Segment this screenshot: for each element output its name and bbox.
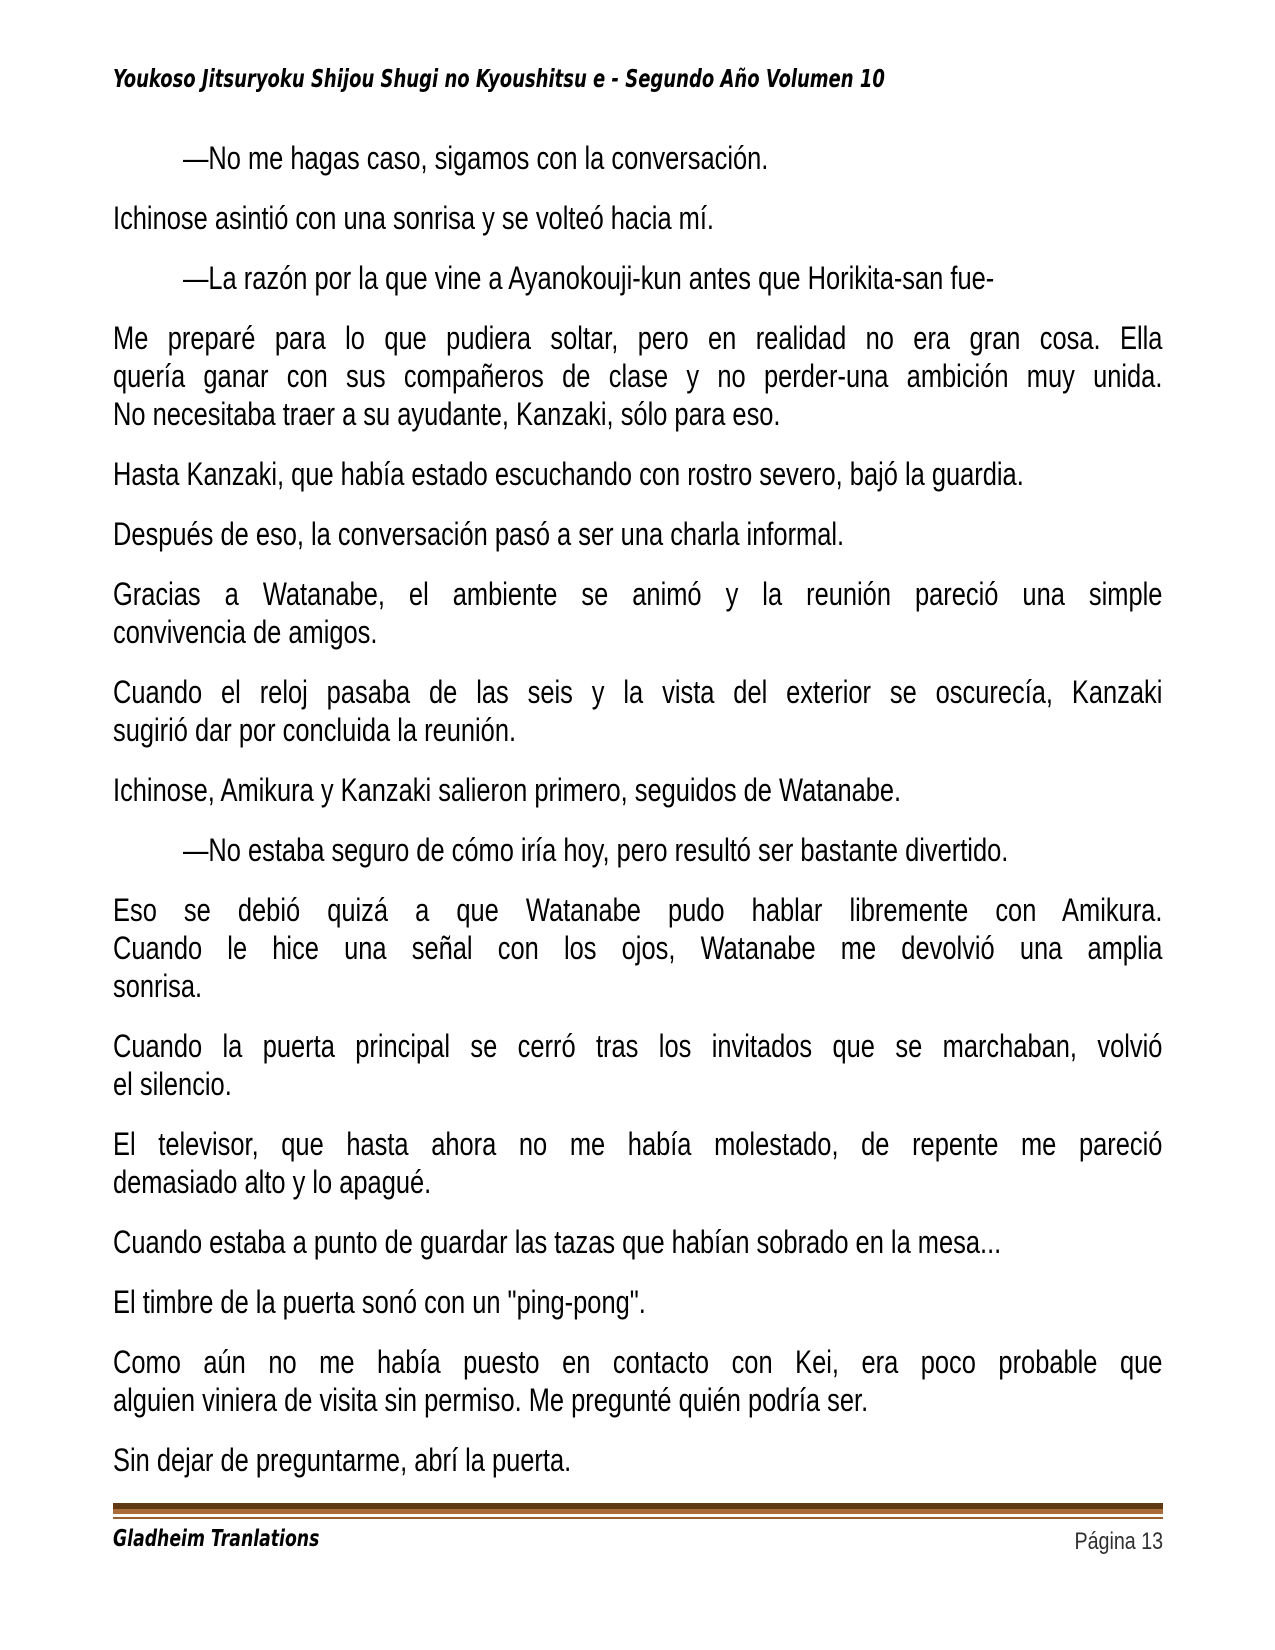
- text-line: Hasta Kanzaki, que había estado escuchando con rostro severo, bajó la guardia.: [113, 456, 1024, 492]
- paragraph: [113, 1441, 1162, 1479]
- text-line: —La razón por la que vine a Ayanokouji-kun antes que Horikita-san fue-: [182, 260, 995, 296]
- text-line: Cuando le hice una señal con los ojos, Watanabe me devolvió una amplia: [113, 930, 1163, 966]
- footer-rule-thin: [113, 1517, 1163, 1519]
- text-line: Ichinose, Amikura y Kanzaki salieron primero, seguidos de Watanabe.: [113, 772, 902, 808]
- paragraph: [113, 1283, 1162, 1321]
- text-line: Sin dejar de preguntarme, abrí la puerta.: [113, 1442, 572, 1478]
- page-number: Página 13: [1074, 1528, 1163, 1555]
- text-line: Ichinose asintió con una sonrisa y se volteó hacia mí.: [113, 200, 714, 236]
- text-line: quería ganar con sus compañeros de clase y no perder-una ambición muy unida.: [113, 358, 1163, 394]
- footer-rule: [113, 1503, 1163, 1519]
- text-line: sugirió dar por concluida la reunión.: [113, 712, 517, 748]
- paragraph: [113, 575, 1162, 651]
- text-line: el silencio.: [113, 1066, 232, 1102]
- text-line: Me preparé para lo que pudiera soltar, pero en realidad no era gran cosa. Ella: [113, 320, 1163, 356]
- text-line: sonrisa.: [113, 968, 203, 1004]
- text-line: convivencia de amigos.: [113, 614, 378, 650]
- paragraph: [113, 455, 1162, 493]
- paragraph: [113, 319, 1162, 433]
- text-line: Eso se debió quizá a que Watanabe pudo hablar libremente con Amikura.: [113, 892, 1163, 928]
- text-line: Cuando estaba a punto de guardar las tazas que habían sobrado en la mesa...: [113, 1224, 1002, 1260]
- text-line: El timbre de la puerta sonó con un "ping-pong".: [113, 1284, 646, 1320]
- footer-rule-thick: [113, 1503, 1163, 1514]
- text-line: No necesitaba traer a su ayudante, Kanzaki, sólo para eso.: [113, 396, 781, 432]
- paragraph: [113, 1343, 1162, 1419]
- text-line: —No estaba seguro de cómo iría hoy, pero resultó ser bastante divertido.: [182, 832, 1009, 868]
- footer-brand: Gladheim Tranlations: [113, 1526, 320, 1552]
- paragraph: [113, 515, 1162, 553]
- text-line: —No me hagas caso, sigamos con la conversación.: [182, 140, 769, 176]
- text-line: Cuando el reloj pasaba de las seis y la vista del exterior se oscurecía, Kanzaki: [113, 674, 1163, 710]
- text-line: demasiado alto y lo apagué.: [113, 1164, 432, 1200]
- text-line: Después de eso, la conversación pasó a ser una charla informal.: [113, 516, 845, 552]
- dialogue-paragraph: [113, 139, 1162, 177]
- text-line: El televisor, que hasta ahora no me había molestado, de repente me pareció: [113, 1126, 1163, 1162]
- paragraph: [113, 1223, 1162, 1261]
- paragraph: [113, 1125, 1162, 1201]
- dialogue-paragraph: [113, 831, 1162, 869]
- text-line: Cuando la puerta principal se cerró tras los invitados que se marchaban, volvió: [113, 1028, 1163, 1064]
- text-body: [113, 139, 1162, 1501]
- text-line: alguien viniera de visita sin permiso. Me pregunté quién podría ser.: [113, 1382, 869, 1418]
- page-header: [113, 64, 1263, 108]
- paragraph: [113, 199, 1162, 237]
- paragraph: [113, 891, 1162, 1005]
- paragraph: [113, 771, 1162, 809]
- dialogue-paragraph: [113, 259, 1162, 297]
- paragraph: [113, 1027, 1162, 1103]
- text-line: Gracias a Watanabe, el ambiente se animó y la reunión pareció una simple: [113, 576, 1163, 612]
- text-line: Como aún no me había puesto en contacto con Kei, era poco probable que: [113, 1344, 1163, 1380]
- header-title: Youkoso Jitsuryoku Shijou Shugi no Kyoushitsu e - Segundo Año Volumen 10: [113, 64, 885, 93]
- paragraph: [113, 673, 1162, 749]
